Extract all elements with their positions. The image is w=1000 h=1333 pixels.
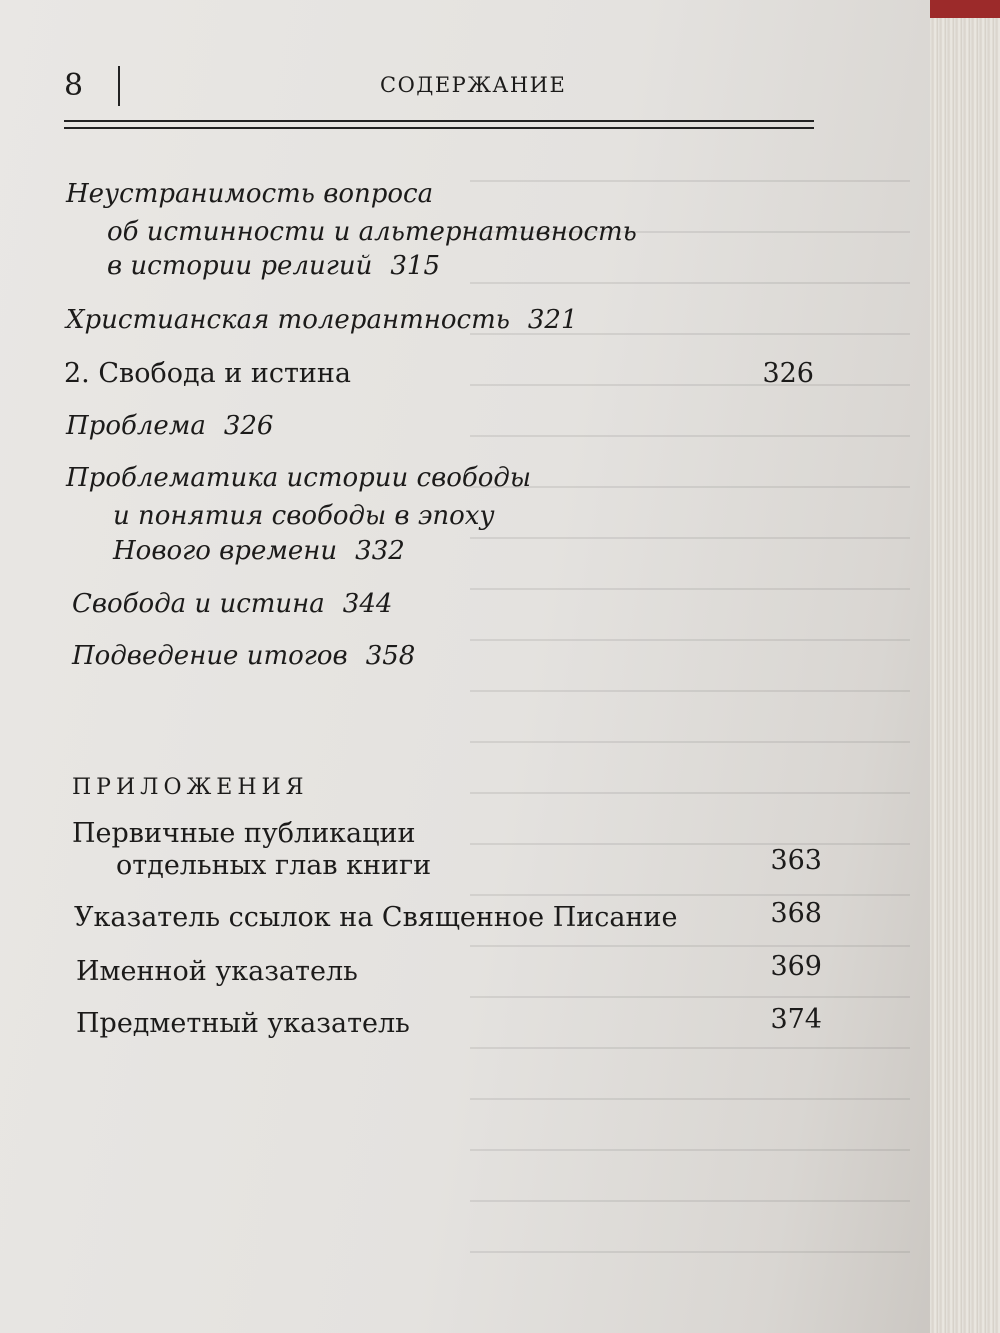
- toc-page-number: 326: [762, 358, 814, 389]
- toc-entry-line: и понятия свободы в эпоху: [113, 501, 495, 531]
- toc-entry-title: Христианская толерантность: [66, 305, 510, 335]
- toc-entry-line: [66, 304, 578, 336]
- toc-entry-title: Проблема: [66, 411, 206, 441]
- appendix-item-line: отдельных глав книги: [116, 850, 432, 881]
- toc-entry-line: [66, 410, 273, 442]
- toc-page-number: 368: [770, 898, 822, 929]
- toc-entry-line: [72, 588, 392, 620]
- appendix-item-line: Первичные публикации: [72, 818, 416, 849]
- toc-page-number: 326: [223, 411, 274, 441]
- appendix-item-line: Именной указатель: [76, 956, 358, 987]
- toc-page-number: 358: [365, 641, 416, 671]
- header-rule: [64, 120, 814, 122]
- toc-entry-title: Свобода и истина: [72, 589, 325, 619]
- book-cover-edge: [930, 0, 1000, 18]
- toc-entry-title: Подведение итогов: [72, 641, 348, 671]
- toc-page-number: 315: [390, 251, 441, 281]
- header-rule: [64, 127, 814, 129]
- toc-entry-line: [72, 640, 415, 672]
- toc-page-number: 321: [527, 305, 578, 335]
- header-divider: [118, 66, 120, 106]
- toc-entry-line: Проблематика истории свободы: [66, 463, 532, 493]
- toc-entry-line: Неустранимость вопроса: [66, 179, 434, 209]
- toc-page-number: 332: [355, 536, 405, 566]
- toc-chapter-title: 2. Свобода и истина: [64, 358, 351, 389]
- appendix-item-line: Предметный указатель: [76, 1008, 410, 1039]
- toc-page-number: 363: [770, 845, 822, 876]
- toc-entry-line: [113, 535, 405, 567]
- appendix-item-line: Указатель ссылок на Священное Писание: [74, 902, 678, 933]
- appendix-heading: ПРИЛОЖЕНИЯ: [72, 775, 309, 800]
- toc-entry-line: об истинности и альтернативность: [107, 217, 637, 247]
- running-head: СОДЕРЖАНИЕ: [380, 73, 567, 97]
- show-through-text: [470, 180, 910, 1300]
- toc-entry-line: [107, 250, 440, 282]
- toc-page-number: 344: [342, 589, 393, 619]
- toc-page-number: 369: [770, 951, 822, 982]
- toc-entry-title: Нового времени: [113, 536, 338, 566]
- toc-page-number: 374: [770, 1004, 822, 1035]
- page-stack-edge: [930, 0, 1000, 1333]
- page-number: 8: [64, 68, 84, 103]
- toc-entry-title: в истории религий: [107, 251, 373, 281]
